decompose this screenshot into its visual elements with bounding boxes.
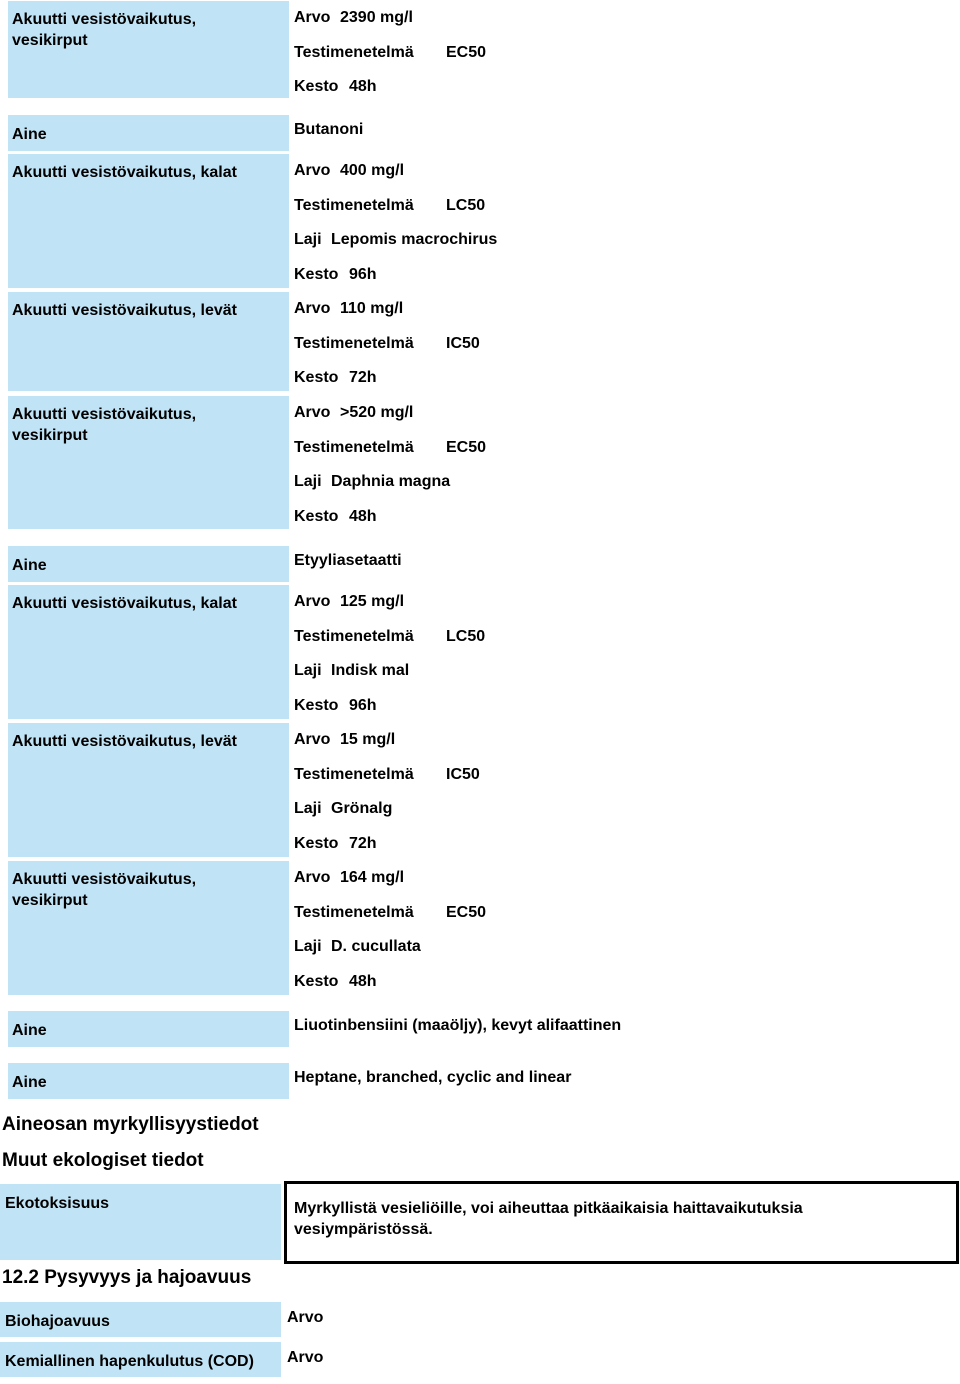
persistence-label-text: Biohajoavuus: [5, 1313, 110, 1330]
laji-label: Laji: [294, 231, 322, 248]
aine-label-text: Aine: [12, 126, 47, 143]
arvo-label: Arvo: [294, 404, 331, 421]
kesto-value: 72h: [349, 834, 377, 852]
aine-label: [8, 546, 289, 582]
aine-label-text: Aine: [12, 1022, 47, 1039]
arvo-label: Arvo: [294, 731, 331, 748]
laji-label: Laji: [294, 473, 322, 490]
laji-value: Grönalg: [331, 800, 393, 817]
kesto-value: 72h: [349, 369, 377, 386]
effect-label-text: Akuutti vesistövaikutus, vesikirput: [12, 406, 197, 444]
kesto-label: Kesto: [294, 369, 339, 386]
effect-label-text: Akuutti vesistövaikutus, kalat: [12, 595, 237, 612]
laji-label: Laji: [294, 662, 322, 679]
arvo-label: Arvo: [294, 162, 331, 179]
effect-label: [8, 723, 289, 857]
arvo-value: 2390 mg/l: [340, 9, 413, 26]
persistence-label-text: Kemiallinen hapenkulutus (COD): [5, 1353, 254, 1370]
arvo-value: 400 mg/l: [340, 162, 405, 179]
testimenetelma-label: Testimenetelmä: [294, 334, 414, 352]
kesto-label: Kesto: [294, 78, 339, 95]
effect-label: [8, 585, 289, 719]
testimenetelma-value: EC50: [446, 43, 487, 61]
aine-name: Heptane, branched, cyclic and linear: [294, 1069, 572, 1086]
arvo-value: 164 mg/l: [340, 869, 405, 886]
testimenetelma-value: EC50: [446, 903, 487, 921]
aine-label: [8, 1011, 289, 1047]
effect-label-text: Akuutti vesistövaikutus, levät: [12, 302, 237, 319]
arvo-label: Arvo: [294, 869, 331, 886]
effect-label: [8, 292, 289, 391]
testimenetelma-label: Testimenetelmä: [294, 196, 414, 214]
testimenetelma-label: Testimenetelmä: [294, 903, 414, 921]
testimenetelma-value: IC50: [446, 334, 480, 352]
persistence-label: [0, 1302, 281, 1337]
aine-name: Butanoni: [294, 121, 364, 138]
effect-label-text: Akuutti vesistövaikutus, kalat: [12, 164, 237, 181]
kesto-label: Kesto: [294, 507, 339, 525]
heading-other-ecological: Muut ekologiset tiedot: [2, 1150, 204, 1171]
effect-label-text: Akuutti vesistövaikutus, vesikirput: [12, 11, 197, 49]
testimenetelma-label: Testimenetelmä: [294, 627, 414, 645]
arvo-label: Arvo: [294, 300, 331, 317]
effect-label: [8, 861, 289, 995]
heading-persistence: 12.2 Pysyvyys ja hajoavuus: [2, 1267, 252, 1288]
kesto-value: 96h: [349, 265, 377, 283]
ecotox-label: [0, 1184, 281, 1260]
arvo-value: 125 mg/l: [340, 593, 405, 610]
kesto-label: Kesto: [294, 972, 339, 990]
aine-label: [8, 115, 289, 151]
testimenetelma-value: LC50: [446, 196, 486, 214]
testimenetelma-value: EC50: [446, 438, 487, 456]
arvo-value: 110 mg/l: [340, 300, 404, 317]
laji-value: Lepomis macrochirus: [331, 231, 498, 248]
ecotox-text-box: [284, 1181, 959, 1264]
effect-label-text: Akuutti vesistövaikutus, vesikirput: [12, 871, 197, 909]
laji-value: Indisk mal: [331, 662, 410, 679]
aine-label: [8, 1063, 289, 1099]
kesto-value: 48h: [349, 78, 377, 95]
aine-name: Liuotinbensiini (maaöljy), kevyt alifaattinen: [294, 1017, 622, 1034]
testimenetelma-value: LC50: [446, 627, 486, 645]
aine-name: Etyyliasetaatti: [294, 552, 402, 569]
kesto-value: 48h: [349, 507, 377, 525]
kesto-label: Kesto: [294, 834, 339, 852]
arvo-label: Arvo: [294, 9, 331, 26]
aine-label-text: Aine: [12, 557, 47, 574]
testimenetelma-label: Testimenetelmä: [294, 43, 414, 61]
arvo-value: 15 mg/l: [340, 731, 396, 748]
effect-label: [8, 396, 289, 529]
kesto-value: 96h: [349, 696, 377, 714]
heading-toxicity: Aineosan myrkyllisyystiedot: [2, 1114, 259, 1135]
ecotox-label-text: Ekotoksisuus: [5, 1195, 110, 1212]
persistence-label: [0, 1342, 281, 1377]
effect-label: [8, 154, 289, 288]
laji-value: Daphnia magna: [331, 473, 451, 490]
arvo-label: Arvo: [294, 593, 331, 610]
kesto-value: 48h: [349, 972, 377, 990]
arvo-value: >520 mg/l: [340, 404, 414, 421]
laji-label: Laji: [294, 938, 322, 955]
effect-label-text: Akuutti vesistövaikutus, levät: [12, 733, 237, 750]
laji-value: D. cucullata: [331, 938, 421, 955]
persistence-value-label: Arvo: [287, 1309, 324, 1326]
testimenetelma-value: IC50: [446, 765, 480, 783]
persistence-value-label: Arvo: [287, 1349, 324, 1366]
testimenetelma-label: Testimenetelmä: [294, 438, 414, 456]
effect-label: [8, 1, 289, 98]
ecotox-text: Myrkyllistä vesieliöille, voi aiheuttaa pitkäaikaisia haittavaikutuksia vesiympäristössä.: [294, 1200, 803, 1238]
aine-label-text: Aine: [12, 1074, 47, 1091]
testimenetelma-label: Testimenetelmä: [294, 765, 414, 783]
kesto-label: Kesto: [294, 265, 339, 283]
kesto-label: Kesto: [294, 696, 339, 714]
laji-label: Laji: [294, 800, 322, 817]
